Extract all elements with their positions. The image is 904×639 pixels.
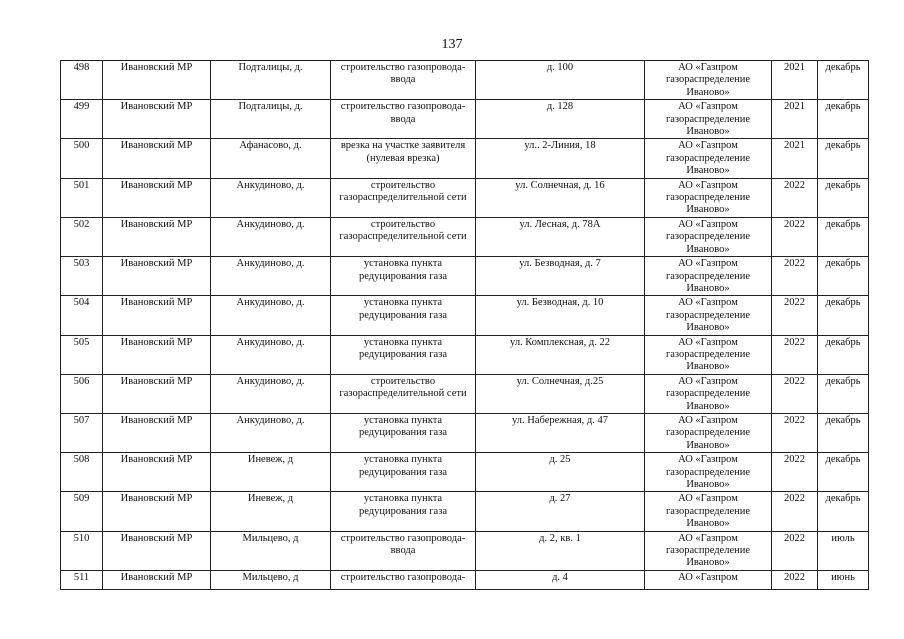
locality-cell: Иневеж, д xyxy=(211,492,331,531)
row-number-cell: 500 xyxy=(61,139,103,178)
work-type-cell: установка пункта редуцирования газа xyxy=(331,335,476,374)
locality-cell: Анкудиново, д. xyxy=(211,335,331,374)
organization-cell: АО «Газпром газораспределение Иваново» xyxy=(645,61,772,100)
year-cell: 2021 xyxy=(772,139,818,178)
address-cell: ул. Безводная, д. 10 xyxy=(476,296,645,335)
table-row xyxy=(61,413,869,452)
gas-works-table xyxy=(60,60,869,590)
address-cell: д. 100 xyxy=(476,61,645,100)
work-type-cell: установка пункта редуцирования газа xyxy=(331,413,476,452)
district-cell: Ивановский МР xyxy=(103,257,211,296)
district-cell: Ивановский МР xyxy=(103,413,211,452)
month-cell: декабрь xyxy=(818,61,869,100)
organization-cell: АО «Газпром газораспределение Иваново» xyxy=(645,374,772,413)
table-row xyxy=(61,139,869,178)
month-cell: декабрь xyxy=(818,413,869,452)
address-cell: ул. Набережная, д. 47 xyxy=(476,413,645,452)
address-cell: ул. Солнечная, д. 16 xyxy=(476,178,645,217)
locality-cell: Анкудиново, д. xyxy=(211,296,331,335)
work-type-cell: установка пункта редуцирования газа xyxy=(331,257,476,296)
year-cell: 2022 xyxy=(772,453,818,492)
table-row xyxy=(61,296,869,335)
address-cell: д. 25 xyxy=(476,453,645,492)
locality-cell: Мильцево, д xyxy=(211,570,331,589)
district-cell: Ивановский МР xyxy=(103,61,211,100)
district-cell: Ивановский МР xyxy=(103,296,211,335)
district-cell: Ивановский МР xyxy=(103,100,211,139)
year-cell: 2022 xyxy=(772,217,818,256)
district-cell: Ивановский МР xyxy=(103,531,211,570)
work-type-cell: строительство газораспределительной сети xyxy=(331,178,476,217)
year-cell: 2022 xyxy=(772,335,818,374)
row-number-cell: 511 xyxy=(61,570,103,589)
locality-cell: Подталицы, д. xyxy=(211,61,331,100)
table-body xyxy=(61,61,869,590)
year-cell: 2022 xyxy=(772,178,818,217)
table-row xyxy=(61,570,869,589)
month-cell: декабрь xyxy=(818,453,869,492)
row-number-cell: 506 xyxy=(61,374,103,413)
locality-cell: Подталицы, д. xyxy=(211,100,331,139)
year-cell: 2022 xyxy=(772,531,818,570)
organization-cell: АО «Газпром газораспределение Иваново» xyxy=(645,139,772,178)
row-number-cell: 505 xyxy=(61,335,103,374)
locality-cell: Анкудиново, д. xyxy=(211,374,331,413)
work-type-cell: врезка на участке заявителя (нулевая врезка) xyxy=(331,139,476,178)
organization-cell: АО «Газпром газораспределение Иваново» xyxy=(645,100,772,139)
work-type-cell: строительство газопровода-ввода xyxy=(331,61,476,100)
month-cell: декабрь xyxy=(818,100,869,139)
address-cell: ул. Лесная, д. 78А xyxy=(476,217,645,256)
table-row xyxy=(61,453,869,492)
row-number-cell: 503 xyxy=(61,257,103,296)
organization-cell: АО «Газпром газораспределение Иваново» xyxy=(645,453,772,492)
month-cell: декабрь xyxy=(818,139,869,178)
work-type-cell: строительство газопровода-ввода xyxy=(331,100,476,139)
year-cell: 2022 xyxy=(772,257,818,296)
table-row xyxy=(61,100,869,139)
locality-cell: Мильцево, д xyxy=(211,531,331,570)
work-type-cell: строительство газопровода-ввода xyxy=(331,531,476,570)
address-cell: д. 27 xyxy=(476,492,645,531)
organization-cell: АО «Газпром газораспределение Иваново» xyxy=(645,217,772,256)
organization-cell: АО «Газпром газораспределение Иваново» xyxy=(645,257,772,296)
table-row xyxy=(61,335,869,374)
organization-cell: АО «Газпром xyxy=(645,570,772,589)
work-type-cell: установка пункта редуцирования газа xyxy=(331,492,476,531)
address-cell: д. 2, кв. 1 xyxy=(476,531,645,570)
work-type-cell: установка пункта редуцирования газа xyxy=(331,453,476,492)
year-cell: 2022 xyxy=(772,374,818,413)
locality-cell: Анкудиново, д. xyxy=(211,257,331,296)
district-cell: Ивановский МР xyxy=(103,335,211,374)
row-number-cell: 510 xyxy=(61,531,103,570)
row-number-cell: 507 xyxy=(61,413,103,452)
locality-cell: Анкудиново, д. xyxy=(211,413,331,452)
work-type-cell: строительство газопровода- xyxy=(331,570,476,589)
table-row xyxy=(61,492,869,531)
month-cell: декабрь xyxy=(818,217,869,256)
address-cell: ул. Безводная, д. 7 xyxy=(476,257,645,296)
table-row xyxy=(61,61,869,100)
district-cell: Ивановский МР xyxy=(103,570,211,589)
row-number-cell: 502 xyxy=(61,217,103,256)
year-cell: 2022 xyxy=(772,570,818,589)
address-cell: ул. Солнечная, д.25 xyxy=(476,374,645,413)
district-cell: Ивановский МР xyxy=(103,374,211,413)
year-cell: 2021 xyxy=(772,61,818,100)
locality-cell: Афанасово, д. xyxy=(211,139,331,178)
page-number: 137 xyxy=(441,37,463,52)
year-cell: 2022 xyxy=(772,492,818,531)
table-row xyxy=(61,257,869,296)
locality-cell: Иневеж, д xyxy=(211,453,331,492)
table-row xyxy=(61,374,869,413)
organization-cell: АО «Газпром газораспределение Иваново» xyxy=(645,178,772,217)
month-cell: декабрь xyxy=(818,335,869,374)
district-cell: Ивановский МР xyxy=(103,217,211,256)
month-cell: декабрь xyxy=(818,296,869,335)
year-cell: 2021 xyxy=(772,100,818,139)
address-cell: ул. Комплексная, д. 22 xyxy=(476,335,645,374)
row-number-cell: 509 xyxy=(61,492,103,531)
month-cell: июнь xyxy=(818,570,869,589)
district-cell: Ивановский МР xyxy=(103,492,211,531)
locality-cell: Анкудиново, д. xyxy=(211,217,331,256)
work-type-cell: строительство газораспределительной сети xyxy=(331,217,476,256)
organization-cell: АО «Газпром газораспределение Иваново» xyxy=(645,296,772,335)
organization-cell: АО «Газпром газораспределение Иваново» xyxy=(645,335,772,374)
month-cell: июль xyxy=(818,531,869,570)
row-number-cell: 499 xyxy=(61,100,103,139)
row-number-cell: 498 xyxy=(61,61,103,100)
organization-cell: АО «Газпром газораспределение Иваново» xyxy=(645,531,772,570)
district-cell: Ивановский МР xyxy=(103,178,211,217)
year-cell: 2022 xyxy=(772,413,818,452)
district-cell: Ивановский МР xyxy=(103,139,211,178)
month-cell: декабрь xyxy=(818,178,869,217)
district-cell: Ивановский МР xyxy=(103,453,211,492)
row-number-cell: 508 xyxy=(61,453,103,492)
month-cell: декабрь xyxy=(818,257,869,296)
table-row xyxy=(61,531,869,570)
year-cell: 2022 xyxy=(772,296,818,335)
locality-cell: Анкудиново, д. xyxy=(211,178,331,217)
organization-cell: АО «Газпром газораспределение Иваново» xyxy=(645,413,772,452)
address-cell: д. 128 xyxy=(476,100,645,139)
month-cell: декабрь xyxy=(818,492,869,531)
address-cell: ул.. 2-Линия, 18 xyxy=(476,139,645,178)
table-row xyxy=(61,217,869,256)
work-type-cell: строительство газораспределительной сети xyxy=(331,374,476,413)
row-number-cell: 501 xyxy=(61,178,103,217)
table-row xyxy=(61,178,869,217)
work-type-cell: установка пункта редуцирования газа xyxy=(331,296,476,335)
organization-cell: АО «Газпром газораспределение Иваново» xyxy=(645,492,772,531)
address-cell: д. 4 xyxy=(476,570,645,589)
month-cell: декабрь xyxy=(818,374,869,413)
row-number-cell: 504 xyxy=(61,296,103,335)
